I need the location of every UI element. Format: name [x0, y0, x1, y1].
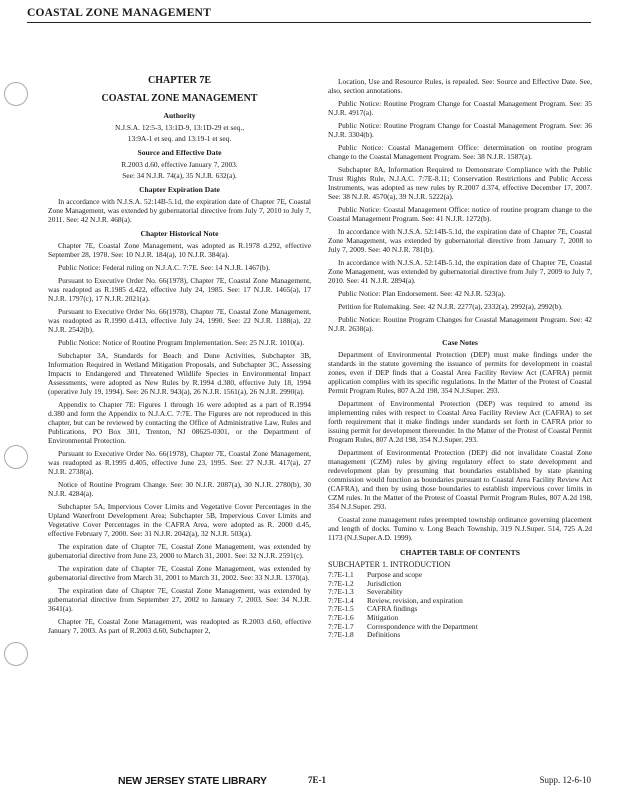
history-paragraph: The expiration date of Chapter 7E, Coastal Zone Management, was extended by gubernatorial directive from March 31, 2001 to March 31, 2002. See: 33 N.J.R. 1370(a).	[48, 564, 311, 582]
history-paragraph: Subchapter 8A, Information Required to Demonstrate Compliance with the Public Trust Rights Rule, N.J.A.C. 7:7E-8.11; Conservation Restrictions and Public Access Instruments, was adopted as new rules by R.2007 d.374, effective December 17, 2007. See: 38 N.J.R. 4570(a), 39 N.J.R. 5222(a).	[328, 165, 592, 201]
supplement-date: Supp. 12-6-10	[539, 775, 591, 785]
history-heading: Chapter Historical Note	[140, 229, 219, 238]
history-paragraph: Chapter 7E, Coastal Zone Management, was adopted as R.1978 d.292, effective September 28, 1978. See: 10 N.J.R. 184(a), 10 N.J.R. 384(a).	[48, 241, 311, 259]
case-note: Department of Environmental Protection (DEP) was required to amend its implementing rules with respect to Coastal Area Facility Review Act (CAFRA) to set forth requirement that it make findings under standards set forth in CAFRA prior to issuing permit for development thereunder. In the Matter of the Protest of Coastal Permit Program Rules, 807 A.2d 198, 354 N.J.Super. 293.	[328, 399, 592, 444]
library-stamp: NEW JERSEY STATE LIBRARY	[118, 775, 267, 787]
history-paragraph: Chapter 7E, Coastal Zone Management, was readopted as R.2003 d.60, effective January 7, 2003. As part of R.2003 d.60, Subchapter 2,	[48, 617, 311, 635]
history-paragraph: Public Notice: Routine Program Change for Coastal Management Program. See: 35 N.J.R. 4917(a).	[328, 99, 592, 117]
history-paragraph: Public Notice: Routine Program Change for Coastal Management Program. See: 36 N.J.R. 3304(b).	[328, 121, 592, 139]
history-paragraph: Public Notice: Coastal Management Office: notice of routine program change to the Coastal Management Program. See: 41 N.J.R. 1272(b).	[328, 205, 592, 223]
toc-entry[interactable]	[328, 631, 592, 640]
authority-line: 13:9A-1 et seq. and 13:19-1 et seq.	[127, 134, 232, 143]
expiration-paragraph: In accordance with N.J.S.A. 52:14B-5.1d, the expiration date of Chapter 7E, Coastal Zone Management, was extended by gubernatorial directive from July 7, 2010 to July 7, 2011. See: 42 N.J.R. 468(a).	[48, 197, 311, 224]
history-paragraph: Pursuant to Executive Order No. 66(1978), Chapter 7E, Coastal Zone Management, was readopted as R.1995 d.405, effective June 23, 1995. See: 27 N.J.R. 417(a), 27 N.J.R. 2738(a).	[48, 449, 311, 476]
toc-section-number: 7:7E-1.3	[328, 587, 354, 597]
expiration-heading: Chapter Expiration Date	[139, 185, 220, 194]
toc-section-title: Severability	[367, 587, 403, 597]
toc-section-title: Mitigation	[367, 612, 399, 622]
history-paragraph: Public Notice: Notice of Routine Program Implementation. See: 25 N.J.R. 1010(a).	[58, 338, 305, 347]
toc-subchapter: SUBCHAPTER 1. INTRODUCTION	[328, 560, 451, 569]
history-paragraph: In accordance with N.J.S.A. 52:14B-5.1d, the expiration date of Chapter 7E, Coastal Zone Management, was extended by gubernatorial directive from January 7, 2008 to July 7, 2009. See: 40 N.J.R. 781(b).	[328, 227, 592, 254]
punch-hole-mark	[4, 445, 28, 469]
toc-heading: CHAPTER TABLE OF CONTENTS	[400, 548, 520, 557]
toc-section-number: 7:7E-1.2	[328, 578, 354, 588]
history-paragraph: Appendix to Chapter 7E: Figures 1 through 16 were adopted as a part of R.1994 d.380 and form the Appendix to N.J.A.C. 7:7E. The Figures are not reproduced in this chapter, but can be reviewed by contacting the Office of Administrative Law, Rules and Publications, PO Box 301, Trenton, NJ 08625-0301, or the Department of Environmental Protection.	[48, 400, 311, 445]
history-paragraph: The expiration date of Chapter 7E, Coastal Zone Management, was extended by gubernatorial directive from June 23, 2000 to March 31, 2001. See: 32 N.J.R. 2591(c).	[48, 542, 311, 560]
history-paragraph: Pursuant to Executive Order No. 66(1978), Chapter 7E, Coastal Zone Management, was readopted as R.1985 d.422, effective July 24, 1985. See: 17 N.J.R. 1465(a), 17 N.J.R. 1797(c), 17 N.J.R. 2021(a).	[48, 276, 311, 303]
left-column	[48, 76, 311, 639]
toc-section-title: Correspondence with the Department	[367, 621, 478, 631]
authority-line: N.J.S.A. 12:5-3, 13:1D-9, 13:1D-29 et seq.,	[114, 123, 245, 132]
history-paragraph: Public Notice: Federal ruling on N.J.A.C. 7:7E. See: 14 N.J.R. 1467(b).	[58, 263, 271, 272]
history-paragraph: Public Notice: Plan Endorsement. See: 42 N.J.R. 523(a).	[338, 289, 506, 298]
toc-section-title: Definitions	[367, 630, 401, 640]
toc-section-title: Purpose and scope	[367, 570, 423, 579]
page-number: 7E-1	[308, 775, 326, 785]
punch-hole-mark	[4, 82, 28, 106]
chapter-number: CHAPTER 7E	[147, 75, 212, 86]
toc-section-number: 7:7E-1.1	[328, 570, 354, 579]
chapter-name: COASTAL ZONE MANAGEMENT	[101, 93, 258, 104]
history-paragraph: Subchapter 3A, Standards for Beach and Dune Activities, Subchapter 3B, Information Required in Wetland Mitigation Proposals, and Subchapter 3C, Assessing Impacts to Endangered and Threatened Wildlife Species in Environmental Impact Assessments, were adopted as New Rules by R.1994 d.380, effective July 18, 1994 (operative July 19, 1994). See: 26 N.J.R. 943(a), 26 N.J.R. 1561(a), 26 N.J.R. 2990(a).	[48, 351, 311, 396]
toc-section-number: 7:7E-1.4	[328, 595, 354, 605]
history-paragraph: In accordance with N.J.S.A. 52:14B-5.1d, the expiration date of Chapter 7E, Coastal Zone Management, was extended by gubernatorial directive from July 7, 2009 to July 7, 2010. See: 41 N.J.R. 2894(a).	[328, 258, 592, 285]
toc-section-number: 7:7E-1.6	[328, 612, 354, 622]
running-header: COASTAL ZONE MANAGEMENT	[27, 7, 211, 19]
right-column	[328, 77, 592, 640]
toc-section-title: Jurisdiction	[367, 578, 402, 588]
history-paragraph: Public Notice: Routine Program Changes for Coastal Management Program. See: 42 N.J.R. 2638(a).	[328, 315, 592, 333]
toc-section-title: CAFRA findings	[367, 604, 418, 614]
source-line: R.2003 d.60, effective January 7, 2003.	[121, 160, 238, 169]
history-paragraph: The expiration date of Chapter 7E, Coastal Zone Management, was extended by gubernatorial directive from September 27, 2002 to January 7, 2003. See: 34 N.J.R. 3641(a).	[48, 586, 311, 613]
authority-heading: Authority	[163, 111, 196, 120]
history-paragraph: Subchapter 5A, Impervious Cover Limits and Vegetative Cover Percentages in the Upland Waterfront Development Area; Subchapter 5B, Impervious Cover Limits and Vegetative Cover Percentages in the CAFRA Area, were adopted as R. 2000 d.45, effective February 7, 2000. See: 31 N.J.R. 2042(a), 32 N.J.R. 503(a).	[48, 502, 311, 538]
history-paragraph: Notice of Routine Program Change. See: 30 N.J.R. 2087(a), 30 N.J.R. 2780(b), 30 N.J.R. 4284(a).	[48, 480, 311, 498]
toc-section-number: 7:7E-1.8	[328, 630, 354, 640]
history-paragraph: Petition for Rulemaking. See: 42 N.J.R. 2277(a), 2332(a), 2992(a), 2992(b).	[338, 302, 563, 311]
source-heading: Source and Effective Date	[137, 148, 222, 157]
case-note: Department of Environmental Protection (DEP) did not invalidate Coastal Zone management (CZM) rules by giving regulatory effect to state development and redevelopment plan by presuming that boundaries established by state planning commission would function as boundaries pursuant to Coastal Area Facility Review Act (CAFRA), and then by using those boundaries to establish impervious cover limits in CZM rules. In the Matter of the Protest of Coastal Permit Program Rules, 807 A.2d 198, 354 N.J.Super. 293.	[328, 448, 592, 511]
header-rule	[27, 22, 591, 23]
history-paragraph: Public Notice: Coastal Management Office: determination on routine program change to the Coastal Management Program. See: 38 N.J.R. 1587(a).	[328, 143, 592, 161]
case-notes-heading: Case Notes	[442, 338, 478, 347]
history-paragraph: Pursuant to Executive Order No. 66(1978), Chapter 7E, Coastal Zone Management, was readopted as R.1990 d.413, effective July 24, 1990. See: 22 N.J.R. 1188(a), 22 N.J.R. 2542(b).	[48, 307, 311, 334]
punch-hole-mark	[4, 642, 28, 666]
case-note: Coastal zone management rules preempted township ordinance governing placement and length of docks. Tumino v. Long Beach Township, 319 N.J.Super. 514, 725 A.2d 1173 (N.J.Super.A.D. 1999).	[328, 515, 592, 542]
toc-section-title: Review, revision, and expiration	[367, 595, 463, 605]
toc-section-number: 7:7E-1.5	[328, 604, 354, 614]
source-line: See: 34 N.J.R. 74(a), 35 N.J.R. 632(a).	[122, 171, 237, 180]
case-note: Department of Environmental Protection (DEP) must make findings under the standards in the statute governing the issuance of permits for development in coastal zones, even if DEP finds that a Coastal Area Facility Review Act (CAFRA) permit application complies with its specific regulations. In the Matter of the Protest of Coastal Permit Program Rules, 807 A.2d 198, 354 N.J.Super. 293.	[328, 350, 592, 395]
toc-section-number: 7:7E-1.7	[328, 621, 354, 631]
history-paragraph: Location, Use and Resource Rules, is repealed. See: Source and Effective Date. See, also, section annotations.	[328, 77, 592, 95]
